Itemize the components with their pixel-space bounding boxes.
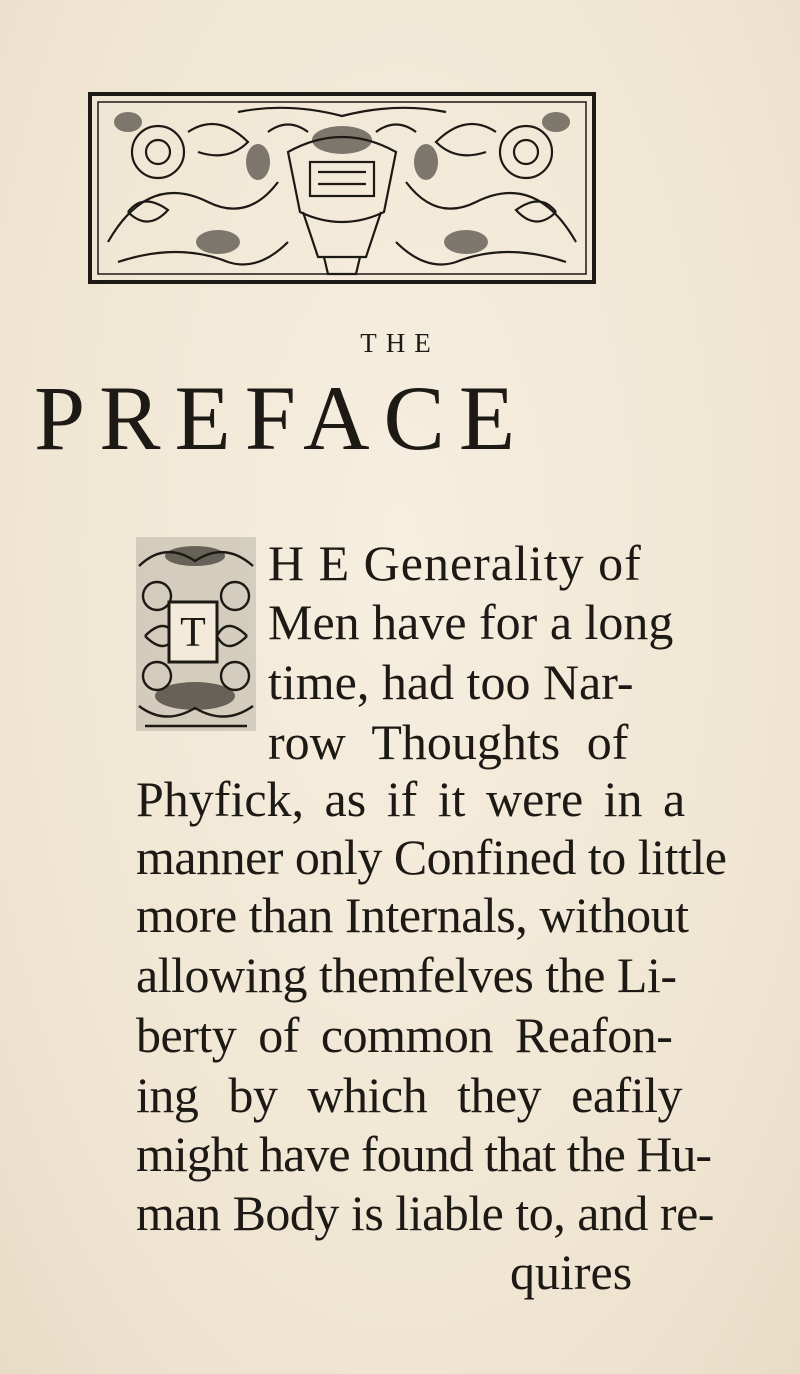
catchword: quires (510, 1244, 633, 1300)
text-line-11: might have found that the Hu- (136, 1126, 712, 1182)
text-line-5: Phyfick, as if it were in a (136, 771, 686, 827)
headpiece-ornament-graphic (88, 92, 596, 292)
text-line-1: H E Generality of (268, 535, 642, 591)
text-line-10: ing by which they eafily (136, 1067, 682, 1123)
floral-headpiece-ornament (88, 92, 596, 292)
text-line-6: manner only Confined to little (136, 829, 727, 885)
heading-preface: PREFACE (34, 367, 530, 469)
decorative-drop-cap-t (135, 536, 257, 732)
text-line-12: man Body is liable to, and re- (136, 1185, 714, 1241)
text-line-4: row Thoughts of (268, 714, 629, 770)
text-line-9: berty of common Reafon- (136, 1007, 673, 1063)
text-line-8: allowing themfelves the Li- (136, 947, 677, 1003)
text-line-3: time, had too Nar- (268, 654, 634, 710)
text-line-7: more than Internals, without (136, 887, 689, 943)
text-line-2: Men have for a long (268, 594, 674, 650)
drop-cap-ornament-graphic (135, 536, 257, 732)
drop-cap-letter: T (180, 610, 206, 656)
heading-the: THE (360, 328, 440, 358)
